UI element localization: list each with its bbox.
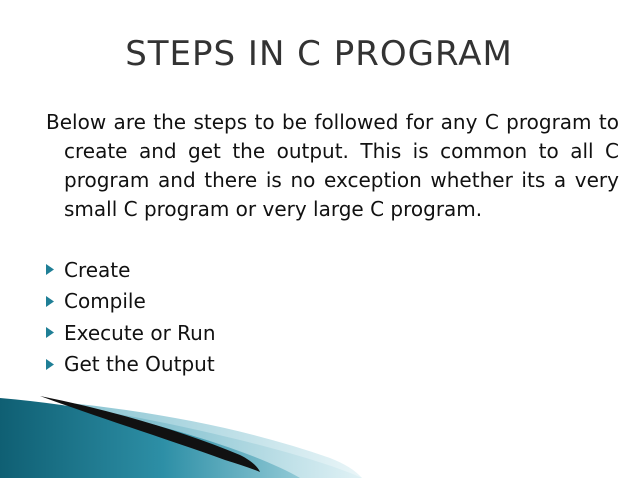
list-item <box>46 254 216 286</box>
triangle-bullet-icon <box>46 359 64 370</box>
triangle-bullet-icon <box>46 264 64 275</box>
black-swoosh-shape <box>40 396 260 472</box>
list-item <box>46 317 216 349</box>
list-item <box>46 349 216 381</box>
list-item-label: Get the Output <box>64 352 215 377</box>
teal-wave-shape <box>0 398 362 478</box>
triangle-bullet-icon <box>46 296 64 307</box>
slide-title: STEPS IN C PROGRAM <box>125 34 513 74</box>
light-wave-shape <box>60 402 362 478</box>
list-item-label: Create <box>64 257 131 282</box>
intro-paragraph: Below are the steps to be followed for any C program to create and get the output. This is common to all C program and there is no exception whether its a very small C program or very large C program. <box>46 110 619 221</box>
triangle-bullet-icon <box>46 327 64 338</box>
steps-list <box>46 254 216 380</box>
list-item-label: Execute or Run <box>64 320 216 345</box>
list-item <box>46 286 216 318</box>
list-item-label: Compile <box>64 289 146 314</box>
